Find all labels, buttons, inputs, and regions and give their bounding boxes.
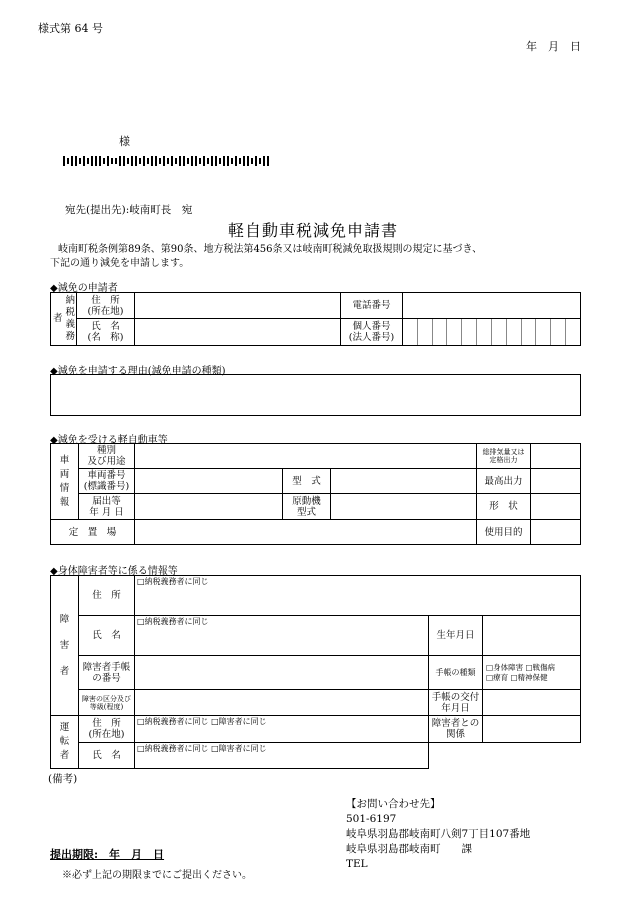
disabled-issue-label: 手帳の交付 年月日 bbox=[429, 690, 483, 716]
contact-zip: 501-6197 bbox=[346, 813, 397, 825]
driver-address-value[interactable] bbox=[135, 716, 429, 743]
driver-name-value[interactable] bbox=[135, 743, 429, 769]
disabled-table bbox=[50, 575, 581, 769]
barcode-bar bbox=[147, 158, 149, 164]
vehicle-engine-value[interactable] bbox=[331, 494, 477, 520]
barcode-bar bbox=[223, 156, 225, 166]
book-type-option-row-1[interactable]: □身体障害 □戦傷病 bbox=[486, 662, 556, 672]
disabled-address-value[interactable] bbox=[135, 576, 581, 616]
disabled-book-type-options[interactable] bbox=[483, 656, 581, 690]
barcode-bar bbox=[235, 156, 237, 166]
barcode-bar bbox=[243, 156, 245, 166]
barcode-bar bbox=[219, 158, 221, 164]
disabled-name-value[interactable] bbox=[135, 616, 429, 656]
contact-address: 岐阜県羽島郡岐南町八剣7丁目107番地 bbox=[346, 828, 531, 840]
id-digit-box[interactable] bbox=[565, 319, 580, 345]
disabled-book-value[interactable] bbox=[135, 656, 429, 690]
driver-address-label: 住 所 (所在地) bbox=[79, 716, 135, 743]
vehicle-shape-value[interactable] bbox=[531, 494, 581, 520]
barcode-bar bbox=[111, 158, 113, 164]
driver-side-label: 運 転 者 bbox=[51, 716, 79, 769]
same-taxpayer-checkbox[interactable]: □納税義務者に同じ bbox=[137, 617, 209, 626]
vehicle-plate-value[interactable] bbox=[135, 469, 283, 494]
barcode-bar bbox=[203, 156, 205, 166]
deadline-note: ※必ず上記の期限までにご提出ください。 bbox=[62, 870, 252, 881]
same-taxpayer-checkbox[interactable]: □納税義務者に同じ bbox=[137, 577, 209, 586]
barcode-bar bbox=[115, 158, 117, 164]
vehicle-max-output-label: 最高出力 bbox=[477, 469, 531, 494]
disabled-side-label: 障 害 者 bbox=[51, 576, 79, 716]
driver-relation-label: 障害者との 関係 bbox=[429, 716, 483, 743]
vehicle-shape-label: 形 状 bbox=[477, 494, 531, 520]
barcode-bar bbox=[255, 156, 257, 166]
barcode-bar bbox=[139, 158, 141, 164]
barcode-bar bbox=[183, 156, 185, 166]
barcode-bar bbox=[171, 156, 173, 166]
vehicle-displacement-value[interactable] bbox=[531, 444, 581, 469]
barcode-bar bbox=[211, 156, 213, 166]
barcode-bar bbox=[251, 158, 253, 164]
disabled-birth-label: 生年月日 bbox=[429, 616, 483, 656]
barcode-bar bbox=[191, 156, 193, 166]
barcode-bar bbox=[91, 156, 93, 166]
disabled-class-label: 障害の区分及び 等級(程度) bbox=[79, 690, 135, 716]
barcode-bar bbox=[179, 156, 181, 166]
intro-line-2: 下記の通り減免を申請します。 bbox=[50, 258, 190, 269]
barcode-bar bbox=[247, 156, 249, 166]
barcode-bar bbox=[231, 158, 233, 164]
barcode-bar bbox=[135, 156, 137, 166]
applicant-id-value[interactable] bbox=[403, 319, 581, 346]
driver-empty-cell bbox=[429, 743, 581, 769]
barcode-bar bbox=[167, 158, 169, 164]
barcode-bar bbox=[155, 156, 157, 166]
driver-name-label: 氏 名 bbox=[79, 743, 135, 769]
barcode-bar bbox=[143, 156, 145, 166]
vehicle-max-output-value[interactable] bbox=[531, 469, 581, 494]
barcode-bar bbox=[175, 158, 177, 164]
applicant-table bbox=[50, 292, 581, 346]
id-digit-box[interactable] bbox=[403, 319, 417, 345]
remarks-label: (備考) bbox=[48, 773, 78, 785]
sama-label: 様 bbox=[119, 135, 130, 148]
disabled-issue-value[interactable] bbox=[483, 690, 581, 716]
form-number: 様式第 64 号 bbox=[38, 22, 103, 35]
vehicle-reg-label: 届出等 年 月 日 bbox=[79, 494, 135, 520]
barcode-bar bbox=[63, 156, 65, 166]
vehicle-kind-label: 種別 及び用途 bbox=[79, 444, 135, 469]
id-digit-box[interactable] bbox=[476, 319, 491, 345]
postal-barcode bbox=[63, 156, 303, 166]
applicant-side-label: 納 税 義 務 bbox=[65, 293, 77, 346]
vehicle-garage-label: 定 置 場 bbox=[51, 520, 135, 545]
barcode-bar bbox=[227, 156, 229, 166]
id-digit-box[interactable] bbox=[432, 319, 447, 345]
intro-line-1: 岐南町税条例第89条、第90条、地方税法第456条又は岐南町税減免取扱規則の規定に基づき、 bbox=[58, 244, 483, 255]
disabled-class-value[interactable] bbox=[135, 690, 429, 716]
disabled-address-label: 住 所 bbox=[79, 576, 135, 616]
barcode-bar bbox=[83, 156, 85, 166]
applicant-address-value[interactable] bbox=[135, 293, 341, 319]
same-both-checkbox[interactable]: □納税義務者に同じ □障害者に同じ bbox=[137, 717, 267, 726]
vehicle-heading: ◆減免を受ける軽自動車等 bbox=[50, 435, 168, 446]
addressee: 宛先(提出先):岐南町長 宛 bbox=[65, 204, 193, 216]
barcode-bar bbox=[195, 156, 197, 166]
applicant-heading: ◆減免の申請者 bbox=[50, 283, 118, 294]
id-digit-box[interactable] bbox=[550, 319, 565, 345]
vehicle-purpose-value[interactable] bbox=[531, 520, 581, 545]
barcode-bar bbox=[127, 158, 129, 164]
id-digit-box[interactable] bbox=[506, 319, 521, 345]
applicant-id-label: 個人番号 (法人番号) bbox=[341, 319, 403, 346]
barcode-bar bbox=[75, 156, 77, 166]
barcode-bar bbox=[159, 158, 161, 164]
barcode-bar bbox=[95, 156, 97, 166]
vehicle-displacement-label: 総排気量又は 定格出力 bbox=[477, 444, 531, 469]
contact-office: 岐阜県羽島郡岐南町 課 bbox=[346, 843, 472, 855]
id-digit-box[interactable] bbox=[535, 319, 550, 345]
contact-heading: 【お問い合わせ先】 bbox=[346, 798, 441, 810]
same-both-checkbox[interactable]: □納税義務者に同じ □障害者に同じ bbox=[137, 744, 267, 753]
disabled-birth-value[interactable] bbox=[483, 616, 581, 656]
deadline-label: 提出期限: 年 月 日 bbox=[50, 848, 165, 861]
barcode-bar bbox=[259, 158, 261, 164]
applicant-name-label: 氏 名 (名 称) bbox=[77, 319, 135, 346]
barcode-bar bbox=[263, 156, 265, 166]
vehicle-table bbox=[50, 443, 581, 545]
contact-tel: TEL bbox=[346, 858, 368, 870]
applicant-address-label: 住 所 (所在地) bbox=[77, 293, 135, 319]
vehicle-engine-label: 原動機 型式 bbox=[283, 494, 331, 520]
id-digit-box[interactable] bbox=[461, 319, 476, 345]
driver-relation-value[interactable] bbox=[483, 716, 581, 743]
barcode-bar bbox=[207, 158, 209, 164]
barcode-bar bbox=[239, 158, 241, 164]
disabled-name-label: 氏 名 bbox=[79, 616, 135, 656]
barcode-bar bbox=[267, 156, 269, 166]
barcode-bar bbox=[199, 158, 201, 164]
vehicle-side-label: 車 両 情 報 bbox=[51, 444, 79, 520]
applicant-side-1: 者 bbox=[51, 293, 65, 346]
disabled-heading: ◆身体障害者等に係る情報等 bbox=[50, 566, 178, 577]
id-digit-box[interactable] bbox=[446, 319, 461, 345]
applicant-phone-value[interactable] bbox=[403, 293, 581, 319]
vehicle-model-label: 型 式 bbox=[283, 469, 331, 494]
reason-box[interactable] bbox=[50, 374, 581, 416]
barcode-bar bbox=[107, 156, 109, 166]
disabled-book-label: 障害者手帳 の番号 bbox=[79, 656, 135, 690]
id-digit-box[interactable] bbox=[417, 319, 432, 345]
book-type-option-row-2[interactable]: □療育 □精神保健 bbox=[486, 672, 548, 682]
barcode-bar bbox=[215, 156, 217, 166]
barcode-bar bbox=[131, 156, 133, 166]
barcode-bar bbox=[103, 158, 105, 164]
barcode-bar bbox=[123, 156, 125, 166]
barcode-bar bbox=[187, 158, 189, 164]
barcode-bar bbox=[119, 156, 121, 166]
reason-heading: ◆減免を申請する理由(減免申請の種類) bbox=[50, 366, 226, 377]
page-title: 軽自動車税減免申請書 bbox=[228, 221, 399, 240]
barcode-bar bbox=[71, 156, 73, 166]
vehicle-garage-value[interactable] bbox=[135, 520, 477, 545]
vehicle-purpose-label: 使用目的 bbox=[477, 520, 531, 545]
contact-block bbox=[346, 797, 530, 872]
disabled-book-type-label: 手帳の種類 bbox=[429, 656, 483, 690]
id-digit-box[interactable] bbox=[521, 319, 536, 345]
vehicle-kind-value[interactable] bbox=[135, 444, 477, 469]
barcode-bar bbox=[79, 158, 81, 164]
applicant-phone-label: 電話番号 bbox=[341, 293, 403, 319]
barcode-bar bbox=[67, 158, 69, 164]
vehicle-plate-label: 車両番号 (標識番号) bbox=[79, 469, 135, 494]
applicant-name-value[interactable] bbox=[135, 319, 341, 346]
id-digit-box[interactable] bbox=[491, 319, 506, 345]
barcode-bar bbox=[163, 156, 165, 166]
barcode-bar bbox=[99, 156, 101, 166]
barcode-bar bbox=[87, 158, 89, 164]
date-line: 年 月 日 bbox=[526, 40, 581, 53]
barcode-bar bbox=[151, 156, 153, 166]
vehicle-reg-value[interactable] bbox=[135, 494, 283, 520]
vehicle-model-value[interactable] bbox=[331, 469, 477, 494]
